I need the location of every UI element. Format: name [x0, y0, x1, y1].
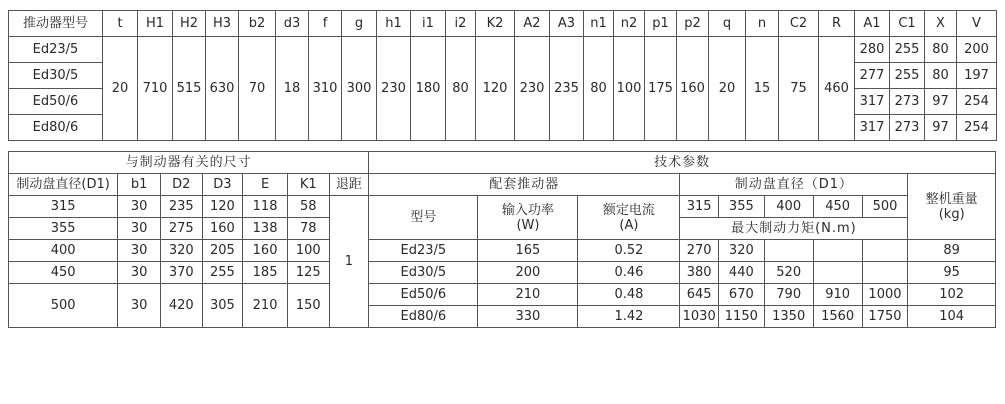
header-cell: q: [709, 11, 746, 37]
value-cell: 230: [377, 37, 411, 141]
table-cell: 500: [9, 284, 118, 328]
value-cell: 97: [925, 89, 957, 115]
disc-group-header: 制动盘直径（D1）: [680, 174, 908, 196]
weight-header: [908, 174, 996, 240]
value-cell: 280: [855, 37, 890, 63]
weight-cell: 89: [908, 240, 996, 262]
value-cell: 80: [446, 37, 476, 141]
table-row: [9, 37, 997, 63]
table-cell: 420: [160, 284, 202, 328]
model-cell: Ed30/5: [9, 63, 103, 89]
torque-cell: 440: [718, 262, 764, 284]
table-cell: 0.46: [578, 262, 680, 284]
table-cell: 30: [118, 196, 161, 218]
header-cell: t: [103, 11, 138, 37]
dimension-table: [8, 10, 997, 141]
header-cell: p1: [645, 11, 677, 37]
table-cell: 125: [287, 262, 329, 284]
table-cell: 355: [9, 218, 118, 240]
header-cell: n2: [614, 11, 645, 37]
table-cell: 450: [9, 262, 118, 284]
table-cell: 30: [118, 262, 161, 284]
value-cell: 20: [709, 37, 746, 141]
value-cell: 180: [411, 37, 446, 141]
header-cell: E: [243, 174, 288, 196]
header-cell: 退距: [329, 174, 369, 196]
table-cell: 100: [287, 240, 329, 262]
value-cell: 630: [206, 37, 239, 141]
header-cell: n: [746, 11, 779, 37]
header-cell: H1: [138, 11, 173, 37]
spec-table: [8, 151, 996, 328]
table-cell: 78: [287, 218, 329, 240]
table-cell: 58: [287, 196, 329, 218]
torque-cell: [813, 240, 862, 262]
table-cell: 160: [202, 218, 243, 240]
table-cell: 200: [478, 262, 578, 284]
torque-cell: 1030: [680, 306, 719, 328]
value-cell: 235: [550, 37, 584, 141]
pusher-model-header: [369, 196, 478, 240]
weight-title: 整机重量: [925, 191, 978, 207]
value-cell: 20: [103, 37, 138, 141]
section-title-dimensions: 与制动器有关的尺寸: [9, 152, 369, 174]
weight-cell: 95: [908, 262, 996, 284]
header-cell: R: [819, 11, 855, 37]
weight-cell: 104: [908, 306, 996, 328]
table-cell: 320: [160, 240, 202, 262]
header-cell: b2: [239, 11, 276, 37]
torque-cell: 1750: [862, 306, 908, 328]
table-cell: 0.48: [578, 284, 680, 306]
header-cell: A2: [515, 11, 550, 37]
header-cell: 制动盘直径(D1): [9, 174, 118, 196]
table-cell: 210: [243, 284, 288, 328]
header-unit: (A): [619, 217, 639, 233]
header-cell: n1: [584, 11, 614, 37]
header-cell: H3: [206, 11, 239, 37]
table-cell: 0.52: [578, 240, 680, 262]
header-cell: X: [925, 11, 957, 37]
header-cell: h1: [377, 11, 411, 37]
value-cell: 15: [746, 37, 779, 141]
value-cell: 230: [515, 37, 550, 141]
table-cell: 118: [243, 196, 288, 218]
torque-cell: [813, 262, 862, 284]
table-cell: 1.42: [578, 306, 680, 328]
pusher-model-cell: Ed23/5: [369, 240, 478, 262]
value-cell: 160: [677, 37, 709, 141]
table-cell: 370: [160, 262, 202, 284]
weight-cell: 102: [908, 284, 996, 306]
header-cell: A3: [550, 11, 584, 37]
table-cell: 205: [202, 240, 243, 262]
value-cell: 710: [138, 37, 173, 141]
pusher-current-header: [578, 196, 680, 240]
disc-size-cell: 355: [718, 196, 764, 218]
value-cell: 300: [342, 37, 377, 141]
torque-cell: [862, 262, 908, 284]
value-cell: 273: [890, 115, 925, 141]
header-cell: C2: [779, 11, 819, 37]
value-cell: 254: [957, 115, 997, 141]
table-cell: 330: [478, 306, 578, 328]
pusher-power-header: [478, 196, 578, 240]
torque-cell: 1560: [813, 306, 862, 328]
value-cell: 100: [614, 37, 645, 141]
header-row: [9, 11, 997, 37]
header-cell: K1: [287, 174, 329, 196]
header-unit: (W): [516, 217, 540, 233]
header-cell: D3: [202, 174, 243, 196]
torque-cell: [862, 240, 908, 262]
header-cell: 推动器型号: [9, 11, 103, 37]
pusher-model-cell: Ed30/5: [369, 262, 478, 284]
torque-cell: 1150: [718, 306, 764, 328]
torque-cell: 645: [680, 284, 719, 306]
torque-cell: [764, 240, 813, 262]
value-cell: 120: [476, 37, 515, 141]
value-cell: 317: [855, 89, 890, 115]
torque-cell: 320: [718, 240, 764, 262]
value-cell: 97: [925, 115, 957, 141]
model-cell: Ed23/5: [9, 37, 103, 63]
header-cell: C1: [890, 11, 925, 37]
value-cell: 70: [239, 37, 276, 141]
table-cell: 275: [160, 218, 202, 240]
pusher-model-cell: Ed80/6: [369, 306, 478, 328]
header-cell: p2: [677, 11, 709, 37]
value-cell: 317: [855, 115, 890, 141]
header-label: 型号: [410, 210, 437, 225]
table-cell: 315: [9, 196, 118, 218]
table-cell: 120: [202, 196, 243, 218]
torque-cell: 520: [764, 262, 813, 284]
value-cell: 80: [925, 37, 957, 63]
value-cell: 80: [584, 37, 614, 141]
header-cell: H2: [173, 11, 206, 37]
torque-header: 最大制动力矩(N.m): [680, 218, 908, 240]
disc-size-cell: 450: [813, 196, 862, 218]
header-cell: V: [957, 11, 997, 37]
header-cell: K2: [476, 11, 515, 37]
header-cell: b1: [118, 174, 161, 196]
header-cell: g: [342, 11, 377, 37]
value-cell: 197: [957, 63, 997, 89]
torque-cell: 910: [813, 284, 862, 306]
table-cell: 150: [287, 284, 329, 328]
table-cell: 138: [243, 218, 288, 240]
value-cell: 175: [645, 37, 677, 141]
value-cell: 515: [173, 37, 206, 141]
torque-cell: 1000: [862, 284, 908, 306]
disc-size-cell: 500: [862, 196, 908, 218]
header-cell: i1: [411, 11, 446, 37]
value-cell: 200: [957, 37, 997, 63]
table-cell: 30: [118, 284, 161, 328]
weight-unit: (kg): [938, 206, 965, 222]
table-cell: 30: [118, 240, 161, 262]
pusher-group-header: 配套推动器: [369, 174, 680, 196]
section-title-tech-params: 技术参数: [369, 152, 996, 174]
torque-cell: 790: [764, 284, 813, 306]
header-cell: A1: [855, 11, 890, 37]
header-label: 额定电流: [602, 202, 655, 218]
value-cell: 75: [779, 37, 819, 141]
model-cell: Ed80/6: [9, 115, 103, 141]
value-cell: 255: [890, 37, 925, 63]
table-cell: 185: [243, 262, 288, 284]
value-cell: 254: [957, 89, 997, 115]
header-cell: D2: [160, 174, 202, 196]
table-cell: 165: [478, 240, 578, 262]
disc-size-cell: 400: [764, 196, 813, 218]
torque-cell: 380: [680, 262, 719, 284]
header-cell: f: [309, 11, 342, 37]
table-cell: 255: [202, 262, 243, 284]
table-cell: 30: [118, 218, 161, 240]
value-cell: 255: [890, 63, 925, 89]
value-cell: 460: [819, 37, 855, 141]
torque-cell: 270: [680, 240, 719, 262]
value-cell: 273: [890, 89, 925, 115]
table-cell: 235: [160, 196, 202, 218]
table-cell: 160: [243, 240, 288, 262]
torque-cell: 670: [718, 284, 764, 306]
pusher-model-cell: Ed50/6: [369, 284, 478, 306]
table-cell: 400: [9, 240, 118, 262]
value-cell: 18: [276, 37, 309, 141]
disc-size-cell: 315: [680, 196, 719, 218]
value-cell: 80: [925, 63, 957, 89]
header-cell: d3: [276, 11, 309, 37]
header-cell: i2: [446, 11, 476, 37]
retreat-cell: 1: [329, 196, 369, 328]
table-cell: 305: [202, 284, 243, 328]
value-cell: 310: [309, 37, 342, 141]
table-cell: 210: [478, 284, 578, 306]
header-label: 输入功率: [501, 202, 554, 218]
torque-cell: 1350: [764, 306, 813, 328]
model-cell: Ed50/6: [9, 89, 103, 115]
value-cell: 277: [855, 63, 890, 89]
